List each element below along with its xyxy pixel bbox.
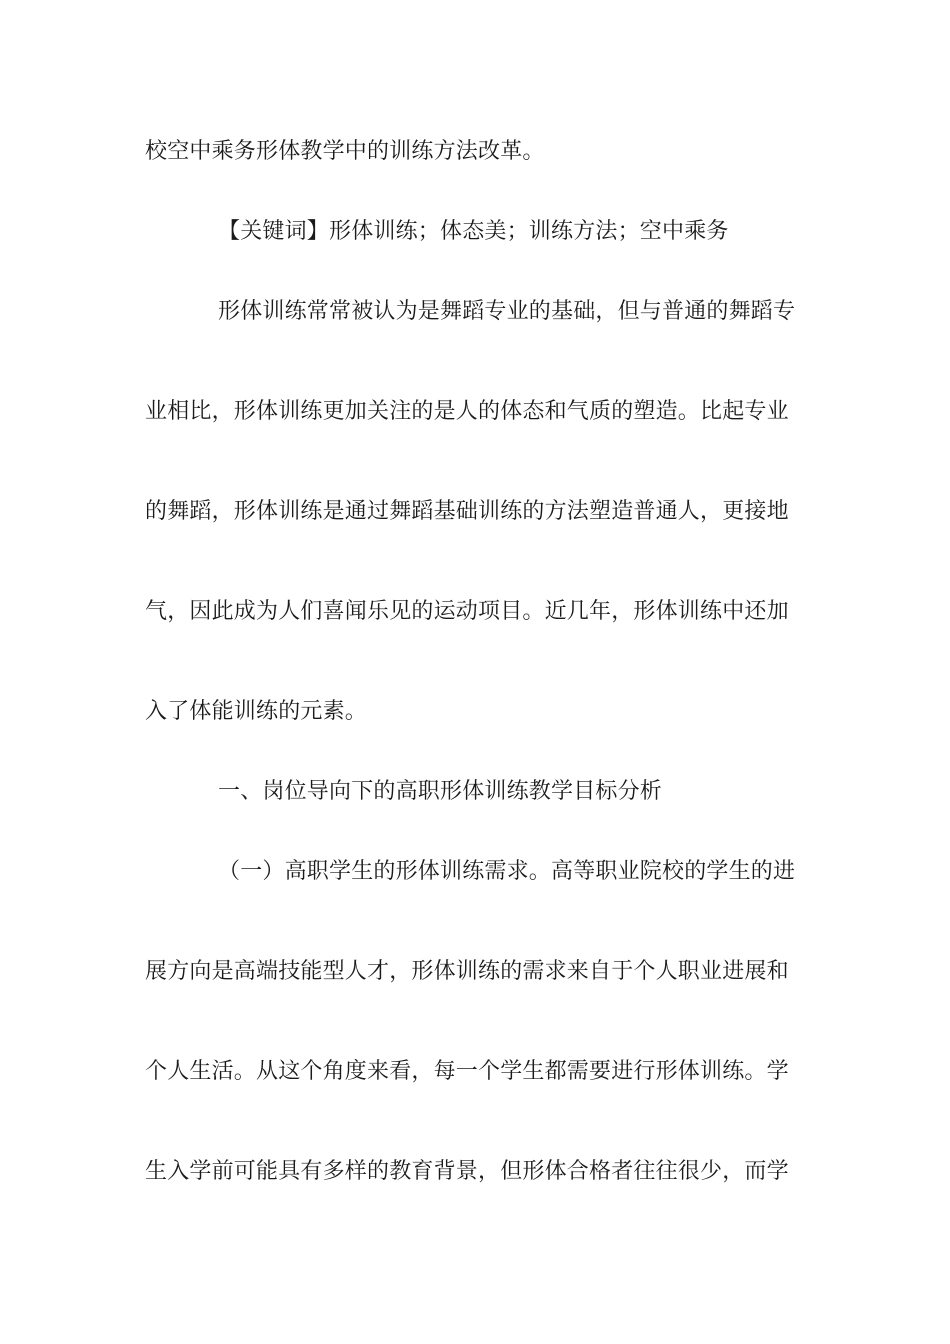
text-line: 气，因此成为人们喜闻乐见的运动项目。近几年，形体训练中还加 (145, 599, 789, 624)
text-line: 展方向是高端技能型人才，形体训练的需求来自于个人职业进展和 (145, 959, 789, 984)
text-line: 业相比，形体训练更加关注的是人的体态和气质的塑造。比起专业 (145, 399, 789, 424)
text-line: 生入学前可能具有多样的教育背景，但形体合格者往往很少，而学 (145, 1159, 789, 1184)
text-line: 入了体能训练的元素。 (145, 699, 368, 724)
subsection-line: （一）高职学生的形体训练需求。高等职业院校的学生的进 (218, 859, 796, 884)
text-line: 个人生活。从这个角度来看，每一个学生都需要进行形体训练。学 (145, 1059, 789, 1084)
text-line: 的舞蹈，形体训练是通过舞蹈基础训练的方法塑造普通人，更接地 (145, 499, 789, 524)
text-line: 形体训练常常被认为是舞蹈专业的基础，但与普通的舞蹈专 (218, 299, 796, 324)
text-line: 校空中乘务形体教学中的训练方法改革。 (145, 139, 545, 164)
keywords-line: 【关键词】形体训练；体态美；训练方法；空中乘务 (218, 219, 729, 244)
section-heading: 一、岗位导向下的高职形体训练教学目标分析 (218, 779, 663, 804)
